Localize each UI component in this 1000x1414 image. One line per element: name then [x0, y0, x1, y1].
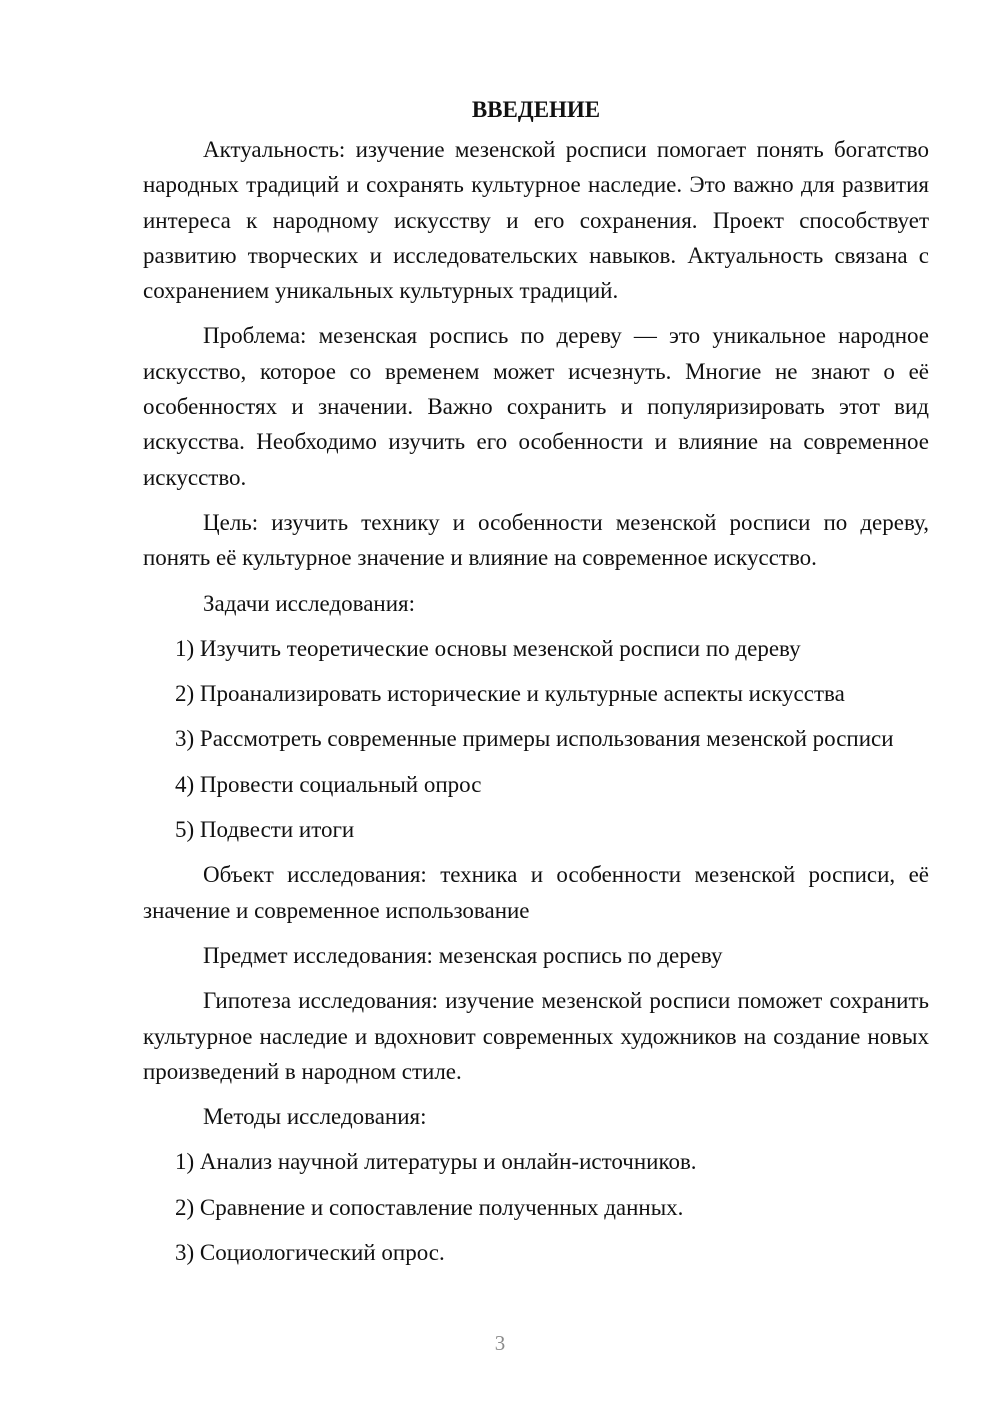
object-paragraph: Объект исследования: техника и особенности мезенской росписи, её значение и современное использование — [143, 862, 929, 923]
page-number: 3 — [494, 1331, 506, 1355]
method-item: 3) Социологический опрос. — [175, 1240, 445, 1266]
task-item: 1) Изучить теоретические основы мезенской росписи по дереву — [175, 635, 801, 661]
hypothesis-paragraph: Гипотеза исследования: изучение мезенской росписи поможет сохранить культурное наследие и вдохновит современных художников на создание новых произведений в народном стиле. — [143, 988, 929, 1084]
document-page — [143, 92, 929, 1270]
subject-paragraph: Предмет исследования: мезенская роспись по дереву — [203, 942, 723, 968]
tasks-heading: Задачи исследования: — [203, 590, 416, 616]
problem-paragraph: Проблема: мезенская роспись по дереву — это уникальное народное искусство, которое со временем может исчезнуть. Многие не знают о её особенностях и значении. Важно сохранить и популяризировать этот вид искусства. Необходимо изучить его особенности и влияние на современное искусство. — [143, 323, 929, 490]
method-item: 1) Анализ научной литературы и онлайн-источников. — [175, 1149, 697, 1175]
section-heading: ВВЕДЕНИЕ — [471, 97, 601, 122]
goal-paragraph: Цель: изучить технику и особенности мезенской росписи по дереву, понять её культурное значение и влияние на современное искусство. — [143, 509, 929, 571]
methods-heading: Методы исследования: — [203, 1104, 427, 1130]
task-item: 3) Рассмотреть современные примеры использования мезенской росписи — [175, 726, 894, 752]
relevance-paragraph: Актуальность: изучение мезенской росписи помогает понять богатство народных традиций и сохранять культурное наследие. Это важно для развития интереса к народному искусству и его сохранения. Проект способствует развитию творческих и исследовательских навыков. Актуальность связана с сохранением уникальных культурных традиций. — [143, 137, 929, 304]
task-item: 2) Проанализировать исторические и культурные аспекты искусства — [175, 681, 845, 707]
method-item: 2) Сравнение и сопоставление полученных данных. — [175, 1194, 684, 1220]
task-item: 4) Провести социальный опрос — [175, 771, 482, 797]
task-item: 5) Подвести итоги — [175, 817, 355, 843]
